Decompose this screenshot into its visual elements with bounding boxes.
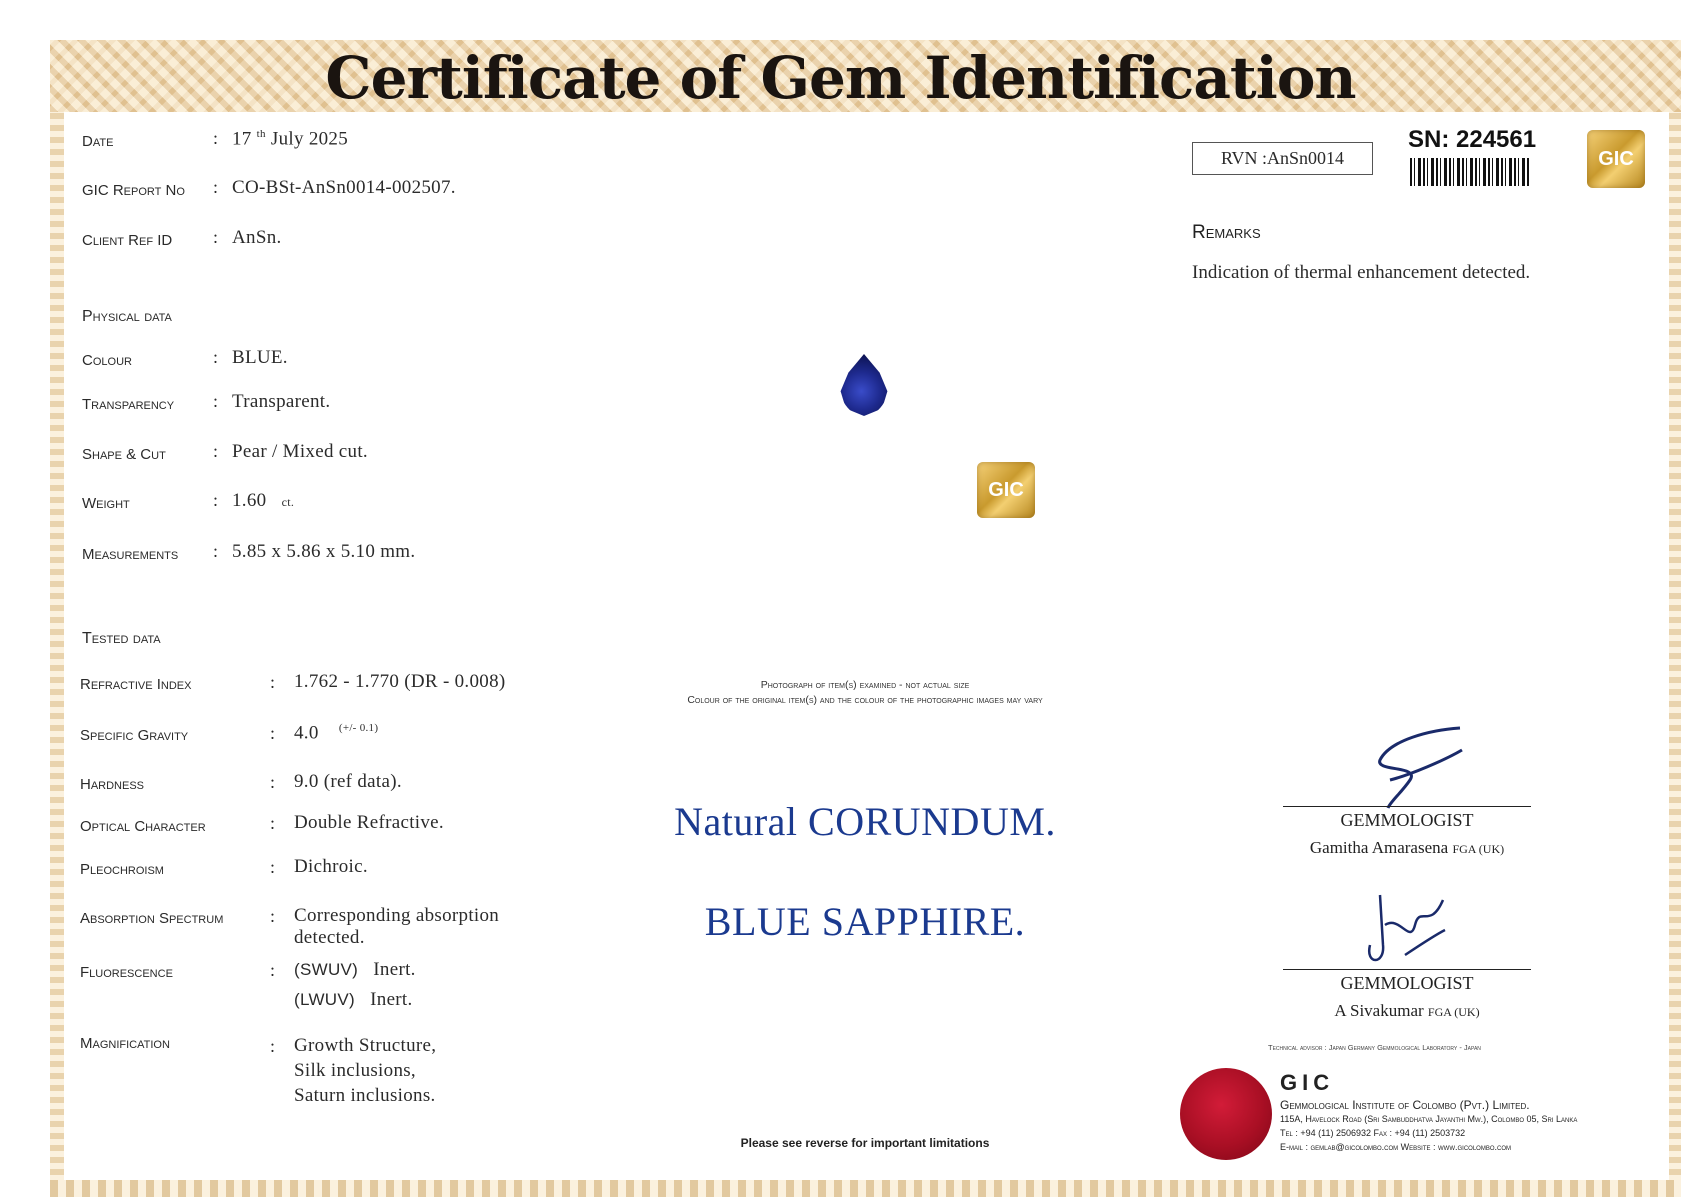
- colour-label: Colour: [82, 352, 132, 369]
- measurements-label: Measurements: [82, 546, 179, 563]
- measurements-value: 5.85 x 5.86 x 5.10 mm.: [232, 541, 416, 562]
- pleochroism-label: Pleochroism: [80, 861, 164, 878]
- gic-hologram-logo: GIC: [1587, 130, 1645, 188]
- report-no-label: GIC Report No: [82, 182, 185, 199]
- colon: :: [213, 490, 219, 510]
- fluorescence-lwuv: (LWUV) Inert.: [294, 989, 413, 1010]
- signature-1: [1350, 720, 1470, 810]
- limitations-note: Please see reverse for important limitations: [740, 1136, 990, 1150]
- institute-abbr: GIC: [1280, 1070, 1335, 1095]
- remarks-heading: Remarks: [1192, 222, 1261, 243]
- date-value: 17 $^{th}$ July 2025: [232, 128, 349, 150]
- fluorescence-label: Fluorescence: [80, 964, 173, 981]
- remarks-text: Indication of thermal enhancement detected.: [1192, 262, 1531, 283]
- gem-photograph: [838, 354, 890, 416]
- absorption-spectrum-value-1: Corresponding absorption: [294, 905, 500, 926]
- optical-character-label: Optical Character: [80, 818, 206, 835]
- institute-address: 115A, Havelock Road (Sri Sambuddhatva Jayanthi Mw.), Colombo 05, Sri Lanka: [1280, 1114, 1578, 1124]
- colon: :: [270, 960, 276, 980]
- signature-line-1: [1283, 806, 1531, 807]
- weight-label: Weight: [82, 495, 130, 512]
- wax-seal: [1180, 1068, 1272, 1160]
- signature-line-2: [1283, 969, 1531, 970]
- technical-advisor-note: Technical advisor : Japan Germany Gemmological Laboratory - Japan: [1268, 1043, 1481, 1052]
- tested-data-heading: Tested data: [82, 630, 161, 647]
- pleochroism-value: Dichroic.: [294, 856, 368, 877]
- hardness-label: Hardness: [80, 776, 145, 793]
- refractive-index-value: 1.762 - 1.770 (DR - 0.008): [294, 671, 506, 692]
- absorption-spectrum-label: Absorption Spectrum: [80, 910, 224, 927]
- client-ref-label: Client Ref ID: [82, 232, 173, 249]
- barcode: [1410, 158, 1530, 186]
- absorption-spectrum-value-2: detected.: [294, 927, 365, 948]
- client-ref-value: AnSn.: [232, 227, 282, 248]
- certificate-right-border: [1669, 112, 1681, 1187]
- certificate-left-border: [50, 112, 64, 1187]
- magnification-label: Magnification: [80, 1035, 170, 1052]
- institute-name: Gemmological Institute of Colombo (Pvt.) Limited.: [1280, 1098, 1530, 1112]
- colon: :: [270, 772, 276, 792]
- transparency-label: Transparency: [82, 396, 175, 413]
- magnification-value-1: Growth Structure,: [294, 1035, 437, 1056]
- fluorescence-swuv: (SWUV) Inert.: [294, 959, 416, 980]
- optical-character-value: Double Refractive.: [294, 812, 444, 833]
- colon: :: [270, 906, 276, 926]
- colon: :: [213, 177, 219, 197]
- photo-note-1: Photograph of item(s) examined - not actual size: [760, 679, 970, 691]
- certificate-title: Certificate of Gem Identification: [325, 44, 1356, 112]
- variety-result: BLUE SAPPHIRE.: [704, 899, 1026, 944]
- certificate-bottom-border: [50, 1180, 1681, 1197]
- gemmologist-name-2: A Sivakumar FGA (UK): [1334, 1001, 1480, 1020]
- gic-hologram-seal: GIC: [977, 462, 1035, 518]
- physical-data-heading: Physical data: [82, 308, 172, 325]
- colour-value: BLUE.: [232, 347, 288, 368]
- gemmologist-title-2: GEMMOLOGIST: [1340, 973, 1474, 993]
- signature-2: [1355, 885, 1455, 970]
- colon: :: [270, 813, 276, 833]
- colon: :: [213, 128, 219, 148]
- colon: :: [270, 857, 276, 877]
- specific-gravity-label: Specific Gravity: [80, 727, 189, 744]
- colon: :: [213, 227, 219, 247]
- specific-gravity-value: 4.0 $^{(+/- 0.1)}$: [294, 722, 379, 744]
- gemmologist-title-1: GEMMOLOGIST: [1340, 810, 1474, 830]
- report-no-value: CO-BSt-AnSn0014-002507.: [232, 177, 456, 198]
- colon: :: [213, 347, 219, 367]
- magnification-value-3: Saturn inclusions.: [294, 1085, 436, 1106]
- weight-value: 1.60 ct.: [232, 490, 295, 511]
- refractive-index-label: Refractive Index: [80, 676, 192, 693]
- colon: :: [270, 1036, 276, 1056]
- colon: :: [213, 541, 219, 561]
- shape-cut-label: Shape & Cut: [82, 446, 166, 463]
- photo-note-2: Colour of the original item(s) and the colour of the photographic images may vary: [687, 694, 1043, 706]
- date-label: Date: [82, 133, 114, 150]
- species-result: Natural CORUNDUM.: [674, 799, 1056, 844]
- gemmologist-name-1: Gamitha Amarasena FGA (UK): [1309, 838, 1505, 857]
- colon: :: [213, 391, 219, 411]
- colon: :: [270, 723, 276, 743]
- institute-contact: E-mail : gemlab@gicolombo.com Website : www.gicolombo.com: [1280, 1142, 1511, 1152]
- colon: :: [213, 441, 219, 461]
- institute-phone: Tel : +94 (11) 2506932 Fax : +94 (11) 2503732: [1280, 1128, 1466, 1138]
- transparency-value: Transparent.: [232, 391, 331, 412]
- hardness-value: 9.0 (ref data).: [294, 771, 402, 792]
- rvn-box: RVN :AnSn0014: [1192, 142, 1373, 175]
- magnification-value-2: Silk inclusions,: [294, 1060, 416, 1081]
- serial-number: SN: 224561: [1408, 126, 1537, 153]
- colon: :: [270, 672, 276, 692]
- shape-cut-value: Pear / Mixed cut.: [232, 441, 368, 462]
